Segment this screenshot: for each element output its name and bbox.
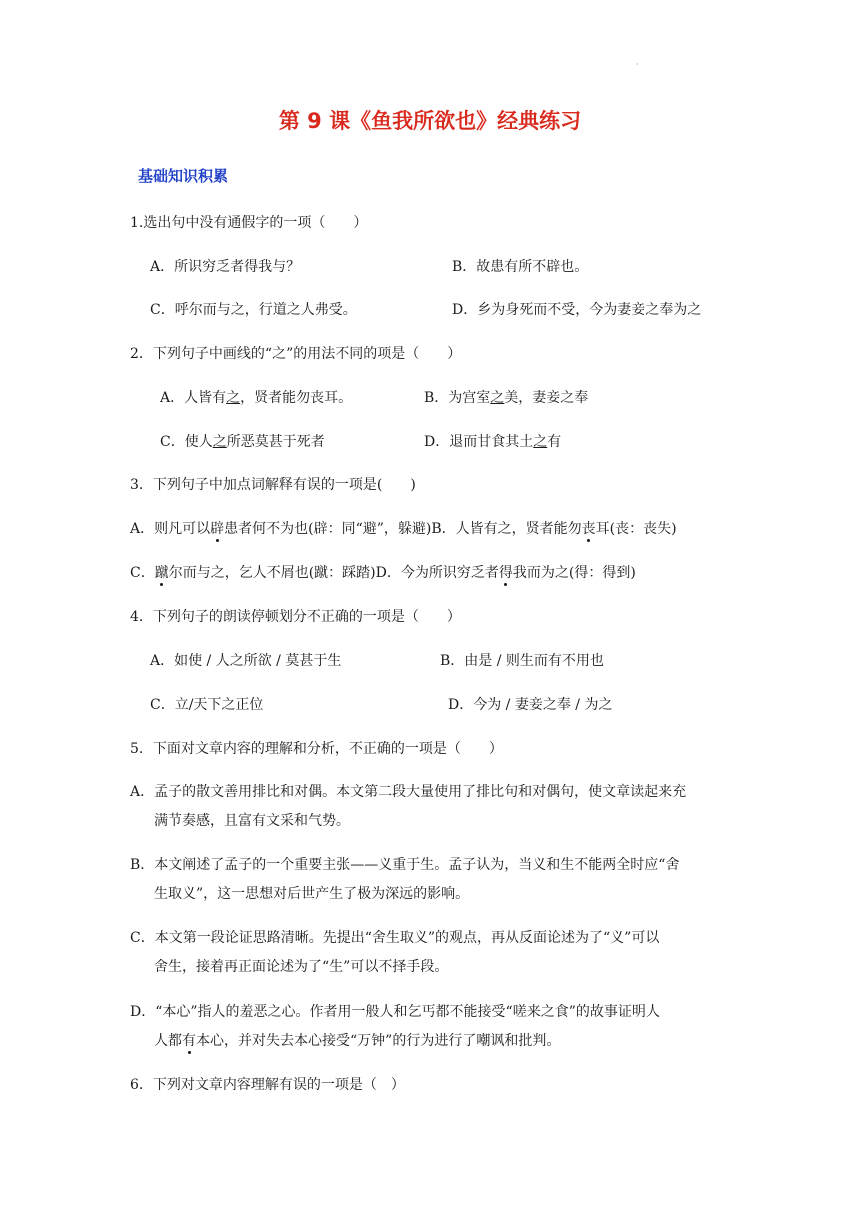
question-5-option-b-line-1: B．本文阐述了孟子的一个重要主张——义重于生。孟子认为，当义和生不能两全时应“舍 (130, 857, 680, 873)
page-title: 第 9 课《鱼我所欲也》经典练习 (278, 109, 582, 133)
dotted-word: 辟 (210, 521, 225, 537)
question-1-option-c: C．呼尔而与之，行道之人弗受。 (150, 302, 357, 318)
question-5-option-d-line-2: 人都有本心，并对失去本心接受“万钟”的行为进行了嘲讽和批判。 (154, 1033, 561, 1049)
underlined-word: 之 (212, 434, 227, 450)
header-mark: · (636, 60, 639, 69)
question-3-options-ab: A．则凡可以辟患者何不为也(辟：同“避”，躲避)B．人皆有之，贤者能勿丧耳(丧：丧失) (130, 521, 677, 537)
question-4-option-a: A．如使 / 人之所欲 / 莫甚于生 (150, 653, 342, 669)
underlined-word: 之 (490, 390, 505, 406)
question-5-option-d-line-1: D．“本心”指人的羞恶之心。作者用一般人和乞丐都不能接受“嗟来之食”的故事证明人 (130, 1004, 660, 1020)
underlined-word: 之 (533, 434, 548, 450)
question-4-stem: 4．下列句子的朗读停顿划分不正确的一项是（ ） (130, 609, 461, 625)
question-2-option-a: A．人皆有之，贤者能勿丧耳。 (160, 390, 353, 406)
question-6-stem: 6．下列对文章内容理解有误的一项是（ ） (130, 1077, 405, 1093)
dotted-word: 蹴 (154, 565, 169, 581)
question-2-option-d: D．退而甘食其土之有 (424, 434, 562, 450)
question-4-option-b: B．由是 / 则生而有不用也 (440, 653, 604, 669)
dotted-word: 丧 (581, 521, 596, 537)
question-5-option-c-line-1: C．本文第一段论证思路清晰。先提出“舍生取义”的观点，再从反面论述为了“义”可以 (130, 930, 660, 946)
question-4-option-d: D．今为 / 妻妾之奉 / 为之 (448, 697, 613, 713)
question-4-option-c: C．立/天下之正位 (150, 697, 264, 713)
question-1-stem: 1.选出句中没有通假字的一项（ ） (130, 215, 368, 231)
question-3-stem: 3．下列句子中加点词解释有误的一项是( ) (130, 477, 416, 493)
dotted-word: 得 (498, 565, 513, 581)
question-5-stem: 5．下面对文章内容的理解和分析，不正确的一项是（ ） (130, 741, 503, 757)
question-2-option-b: B．为宫室之美，妻妾之奉 (424, 390, 589, 406)
question-1-option-d: D．乡为身死而不受，今为妻妾之奉为之 (452, 302, 702, 318)
question-5-option-a-line-1: A．孟子的散文善用排比和对偶。本文第二段大量使用了排比句和对偶句，使文章读起来充 (130, 784, 687, 800)
question-2-stem: 2．下列句子中画线的“之”的用法不同的项是（ ） (130, 346, 462, 362)
dotted-word: 有 (182, 1033, 196, 1049)
underlined-word: 之 (226, 390, 241, 406)
question-5-option-c-line-2: 舍生，接着再正面论述为了“生”可以不择手段。 (154, 959, 449, 975)
question-1-option-a: A．所识穷乏者得我与？ (150, 259, 301, 275)
question-3-options-cd: C．蹴尔而与之，乞人不屑也(蹴：踩踏)D．今为所识穷乏者得我而为之(得：得到) (130, 565, 636, 581)
question-1-option-b: B．故患有所不辟也。 (452, 259, 589, 275)
question-5-option-a-line-2: 满节奏感，且富有文采和气势。 (154, 813, 350, 829)
section-heading: 基础知识积累 (138, 167, 229, 185)
question-5-option-b-line-2: 生取义”，这一思想对后世产生了极为深远的影响。 (154, 886, 470, 902)
question-2-option-c: C．使人之所恶莫甚于死者 (160, 434, 325, 450)
